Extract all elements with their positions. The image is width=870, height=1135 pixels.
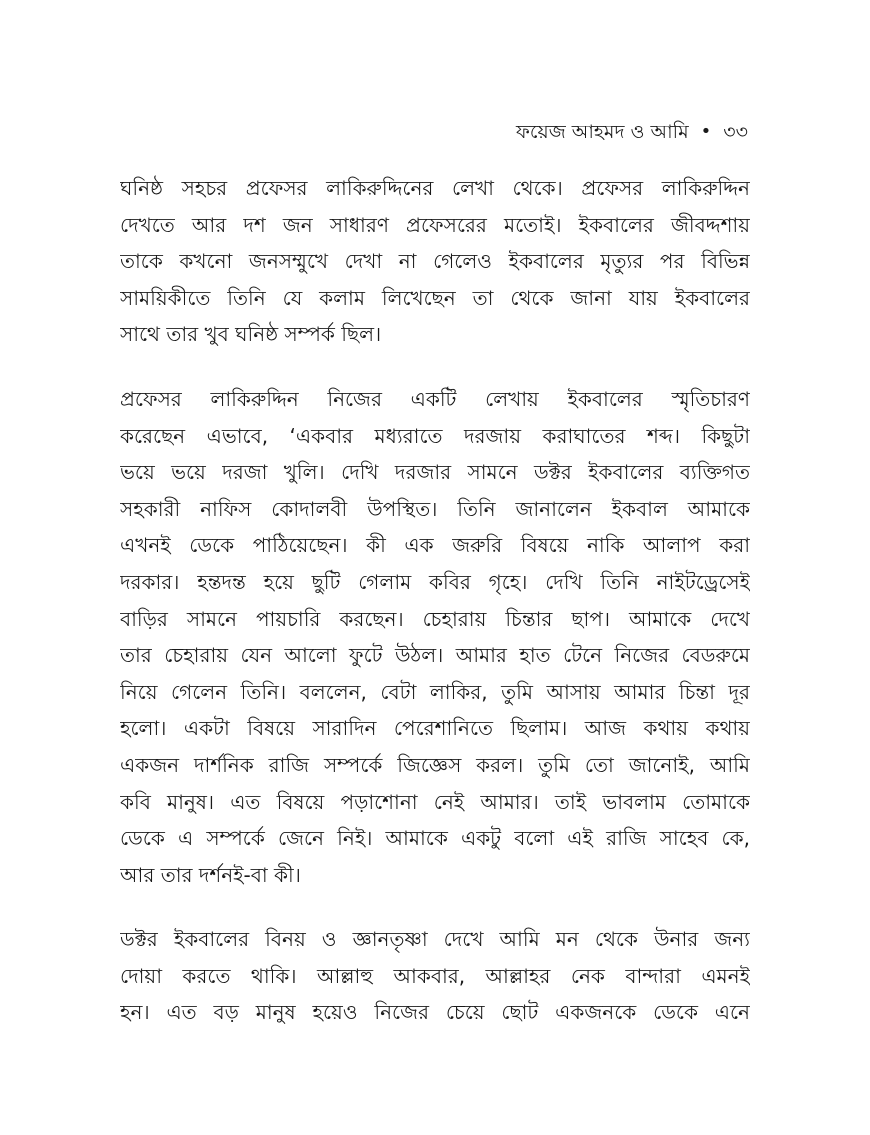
text-line: এখনই ডেকে পাঠিয়েছেন। কী এক জরুরি বিষয়ে নাকি আলাপ করা (120, 533, 750, 558)
text-line: ডক্টর ইকবালের বিনয় ও জ্ঞানতৃষ্ণা দেখে আমি মন থেকে উনার জন্য (120, 927, 750, 952)
text-line: তার চেহারায় যেন আলো ফুটে উঠল। আমার হাত টেনে নিজের বেডরুমে (120, 643, 750, 668)
text-line: বাড়ির সামনে পায়চারি করছেন। চেহারায় চিন্তার ছাপ। আমাকে দেখে (120, 606, 750, 631)
running-title: ফয়েজ আহমদ ও আমি (516, 121, 689, 143)
text-line: কবি মানুষ। এত বিষয়ে পড়াশোনা নেই আমার। তাই ভাবলাম তোমাকে (120, 789, 750, 814)
text-line: প্রফেসর লাকিরুদ্দিন নিজের একটি লেখায় ইকবালের স্মৃতিচারণ (120, 386, 750, 411)
text-line: দরকার। হন্তদন্ত হয়ে ছুটি গেলাম কবির গৃহে। দেখি তিনি নাইটড্রেসেই (120, 569, 750, 594)
text-line: ডেকে এ সম্পর্কে জেনে নিই। আমাকে একটু বলো এই রাজি সাহেব কে, (120, 826, 750, 851)
text-line: নিয়ে গেলেন তিনি। বললেন, বেটা লাকির, তুমি আসায় আমার চিন্তা দূর (120, 679, 750, 704)
text-line: দোয়া করতে থাকি। আল্লাহু আকবার, আল্লাহর নেক বান্দারা এমনই (120, 963, 750, 988)
text-line: হলো। একটা বিষয়ে সারাদিন পেরেশানিতে ছিলাম। আজ কথায় কথায় (120, 716, 750, 741)
text-line: দেখতে আর দশ জন সাধারণ প্রফেসরের মতোই। ইকবালের জীবদ্দশায় (120, 212, 750, 237)
text-line: হন। এত বড় মানুষ হয়েও নিজের চেয়ে ছোট একজনকে ডেকে এনে (120, 1000, 750, 1025)
text-line: একজন দার্শনিক রাজি সম্পর্কে জিজ্ঞেস করল। তুমি তো জানোই, আমি (120, 752, 750, 777)
text-line: সহকারী নাফিস কোদালবী উপস্থিত। তিনি জানালেন ইকবাল আমাকে (120, 496, 750, 521)
paragraph-2 (120, 381, 750, 893)
text-line: তাকে কখনো জনসম্মুখে দেখা না গেলেও ইকবালের মৃত্যুর পর বিভিন্ন (120, 249, 750, 274)
body-text (120, 170, 750, 1059)
text-line: ভয়ে ভয়ে দরজা খুলি। দেখি দরজার সামনে ডক্টর ইকবালের ব্যক্তিগত (120, 460, 750, 485)
text-line: ঘনিষ্ঠ সহচর প্রফেসর লাকিরুদ্দিনের লেখা থেকে। প্রফেসর লাকিরুদ্দিন (120, 176, 750, 200)
header-separator: • (700, 121, 712, 142)
paragraph-1 (120, 170, 750, 353)
text-line: করেছেন এভাবে, ‘একবার মধ্যরাতে দরজায় করাঘাতের শব্দ। কিছুটা (120, 423, 750, 448)
page-number: ৩৩ (723, 121, 748, 143)
running-header (516, 118, 748, 146)
text-line: সাময়িকীতে তিনি যে কলাম লিখেছেন তা থেকে জানা যায় ইকবালের (120, 285, 750, 310)
text-line: সাথে তার খুব ঘনিষ্ঠ সম্পর্ক ছিল। (120, 322, 382, 347)
paragraph-3 (120, 921, 750, 1031)
text-line: আর তার দর্শনই-বা কী। (120, 862, 301, 887)
